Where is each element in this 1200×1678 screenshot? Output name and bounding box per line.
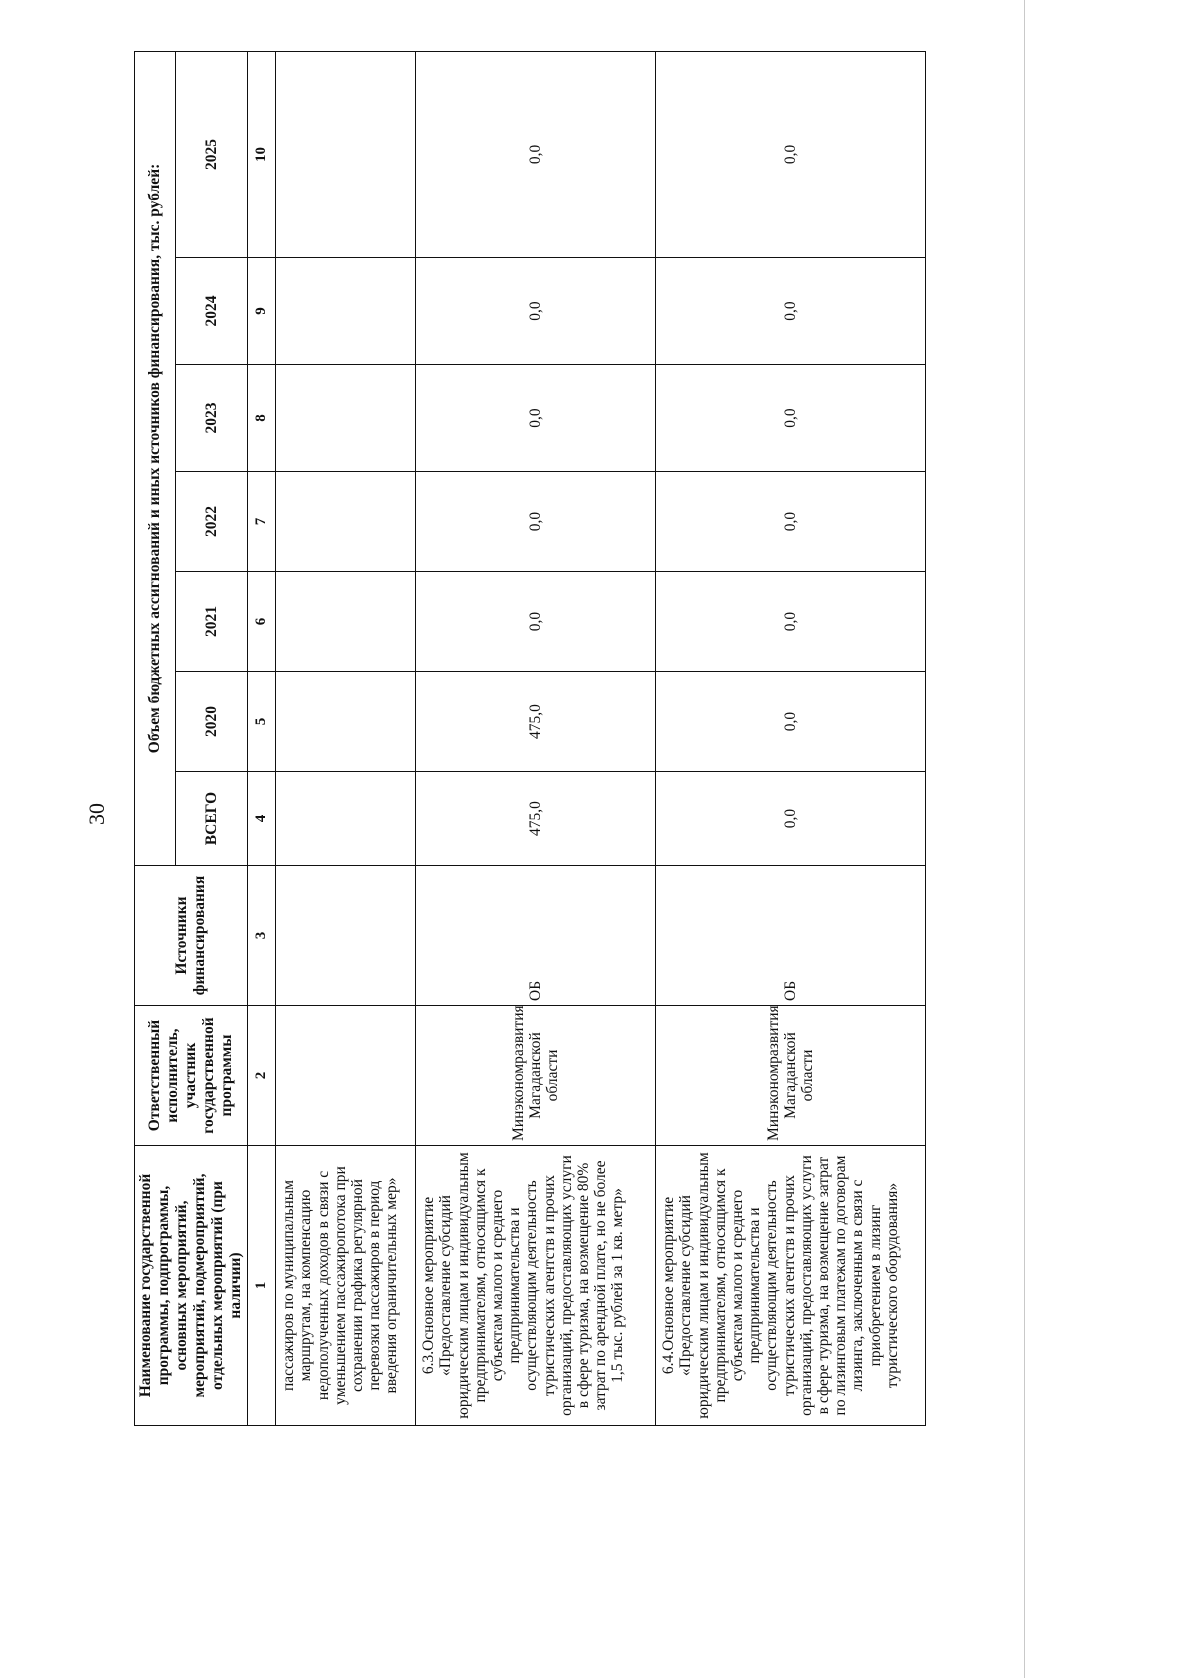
financing-table (134, 51, 926, 1426)
header-year-2023: 2023 (176, 365, 248, 472)
rotated-table-container (134, 52, 926, 1426)
header-year-2024: 2024 (176, 258, 248, 365)
row-value-2021: 0,0 (416, 572, 656, 672)
table-row (656, 51, 926, 1425)
column-number: 4 (248, 772, 276, 866)
table-row (416, 51, 656, 1425)
row-value-2025 (276, 51, 416, 257)
row-value-2023: 0,0 (416, 365, 656, 472)
header-source: Источники финансирования (135, 866, 248, 1006)
row-value-2020: 475,0 (416, 672, 656, 772)
row-value-2021 (276, 572, 416, 672)
column-number-row (248, 51, 276, 1425)
row-value-2023 (276, 365, 416, 472)
row-value-2022 (276, 472, 416, 572)
column-number: 6 (248, 572, 276, 672)
header-total: ВСЕГО (176, 772, 248, 866)
row-executor (276, 1006, 416, 1146)
header-year-2021: 2021 (176, 572, 248, 672)
row-value-2024 (276, 258, 416, 365)
header-financing-group: Объем бюджетных ассигнований и иных источников финансирования, тыс. рублей: (135, 51, 176, 865)
column-number: 3 (248, 866, 276, 1006)
row-executor: Минэкономразвития Магаданской области (416, 1006, 656, 1146)
column-number: 1 (248, 1146, 276, 1426)
column-number: 8 (248, 365, 276, 472)
row-value-2021: 0,0 (656, 572, 926, 672)
table-row (276, 51, 416, 1425)
header-year-2020: 2020 (176, 672, 248, 772)
row-name: 6.3.Основное мероприятие «Предоставление субсидий юридическим лицам и индивидуальным предпринимателям, относящимся к субъектам малого и среднего предпринимательства и осуществляющим деятельность туристических агентств и прочих организаций, предоставляющих услуги в сфере туризма, на возмещение 80% затрат по арендной плате, но не более 1,5 тыс. рублей за 1 кв. метр» (416, 1146, 656, 1426)
row-total: 0,0 (656, 772, 926, 866)
header-year-2022: 2022 (176, 472, 248, 572)
row-name: 6.4.Основное мероприятие «Предоставление субсидий юридическим лицам и индивидуальным предпринимателям, относящимся к субъектам малого и среднего предпринимательства и осуществляющим деятельность туристических агентств и прочих организаций, предоставляющих услуги в сфере туризма, на возмещение затрат по лизинговым платежам по договорам лизинга, заключенным в связи с приобретением в лизинг туристического оборудования» (656, 1146, 926, 1426)
column-number: 9 (248, 258, 276, 365)
column-number: 10 (248, 51, 276, 257)
row-value-2022: 0,0 (416, 472, 656, 572)
row-value-2025: 0,0 (416, 51, 656, 257)
row-value-2024: 0,0 (416, 258, 656, 365)
row-value-2024: 0,0 (656, 258, 926, 365)
header-program-name: Наименование государственной программы, подпрограммы, основных мероприятий, мероприятий, подмероприятий, отдельных мероприятий (при наличии) (135, 1146, 248, 1426)
row-value-2023: 0,0 (656, 365, 926, 472)
row-source: ОБ (416, 866, 656, 1006)
column-number: 2 (248, 1006, 276, 1146)
row-value-2022: 0,0 (656, 472, 926, 572)
row-executor: Минэкономразвития Магаданской области (656, 1006, 926, 1146)
row-value-2025: 0,0 (656, 51, 926, 257)
row-value-2020 (276, 672, 416, 772)
page-margin-line (1024, 0, 1025, 1678)
row-source (276, 866, 416, 1006)
row-value-2020: 0,0 (656, 672, 926, 772)
column-number: 5 (248, 672, 276, 772)
header-year-2025: 2025 (176, 51, 248, 257)
column-number: 7 (248, 472, 276, 572)
row-source: ОБ (656, 866, 926, 1006)
row-total: 475,0 (416, 772, 656, 866)
page-number: 30 (84, 803, 109, 825)
header-executor: Ответственный исполнитель, участник государственной программы (135, 1006, 248, 1146)
row-name: пассажиров по муниципальным маршрутам, на компенсацию недополученных доходов в связи с уменьшением пассажиропотока при сохранении графика регулярной перевозки пассажиров в период введения ограничительных мер» (276, 1146, 416, 1426)
row-total (276, 772, 416, 866)
